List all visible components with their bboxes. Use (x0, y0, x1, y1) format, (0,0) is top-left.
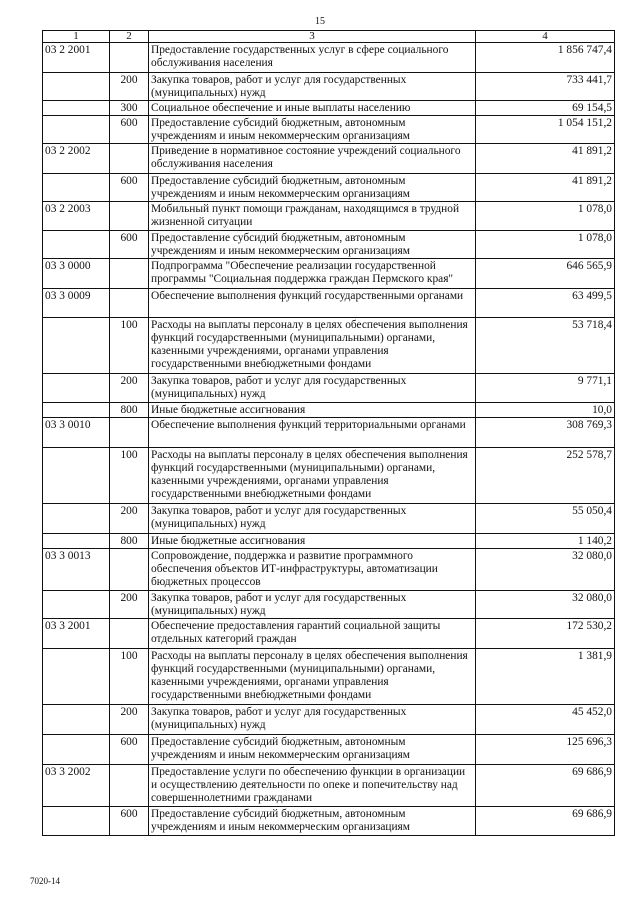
row-description: Мобильный пункт помощи гражданам, находящимся в трудной жизненной ситуации (149, 202, 476, 231)
table-row (43, 504, 615, 534)
row-description: Расходы на выплаты персоналу в целях обеспечения выполнения функций государственными (муниципальными) органами, казенными учреждениями, органами управления государственными внебюджетными фондами (149, 448, 476, 504)
row-description: Предоставление субсидий бюджетным, автономным учреждениям и иным некоммерческим организациям (149, 116, 476, 144)
table-row (43, 231, 615, 259)
row-code (43, 735, 110, 765)
row-description: Предоставление субсидий бюджетным, автономным учреждениям и иным некоммерческим организациям (149, 231, 476, 259)
table-row (43, 289, 615, 318)
row-amount: 9 771,1 (476, 374, 615, 403)
table-row (43, 174, 615, 202)
row-expense-type: 800 (110, 534, 149, 549)
table-row (43, 202, 615, 231)
row-expense-type: 600 (110, 735, 149, 765)
row-description: Закупка товаров, работ и услуг для государственных (муниципальных) нужд (149, 504, 476, 534)
row-code: 03 2 2001 (43, 43, 110, 73)
row-description: Предоставление субсидий бюджетным, автономным учреждениям и иным некоммерческим организациям (149, 807, 476, 836)
row-amount: 1 140,2 (476, 534, 615, 549)
row-description: Закупка товаров, работ и услуг для государственных (муниципальных) нужд (149, 374, 476, 403)
table-row (43, 73, 615, 101)
row-expense-type (110, 549, 149, 591)
table-header-row (43, 31, 615, 43)
row-expense-type: 600 (110, 807, 149, 836)
row-expense-type: 200 (110, 504, 149, 534)
row-description: Предоставление субсидий бюджетным, автономным учреждениям и иным некоммерческим организациям (149, 735, 476, 765)
row-code (43, 591, 110, 619)
row-expense-type (110, 43, 149, 73)
row-amount: 125 696,3 (476, 735, 615, 765)
row-amount: 53 718,4 (476, 318, 615, 374)
row-amount: 63 499,5 (476, 289, 615, 318)
row-description: Предоставление субсидий бюджетным, автономным учреждениям и иным некоммерческим организациям (149, 174, 476, 202)
table-row (43, 549, 615, 591)
row-code (43, 318, 110, 374)
row-code (43, 101, 110, 116)
row-expense-type (110, 259, 149, 289)
row-description: Обеспечение выполнения функций государственными органами (149, 289, 476, 318)
row-amount: 308 769,3 (476, 418, 615, 448)
page-number: 15 (315, 16, 325, 27)
row-description: Закупка товаров, работ и услуг для государственных (муниципальных) нужд (149, 705, 476, 735)
row-amount: 733 441,7 (476, 73, 615, 101)
row-code (43, 504, 110, 534)
row-description: Предоставление услуги по обеспечению функции в организации и осуществлению деятельности по опеке и попечительству над совершеннолетними гражданами (149, 765, 476, 807)
row-amount: 252 578,7 (476, 448, 615, 504)
row-description: Социальное обеспечение и иные выплаты населению (149, 101, 476, 116)
row-amount: 1 078,0 (476, 202, 615, 231)
row-code: 03 3 2002 (43, 765, 110, 807)
row-amount: 69 154,5 (476, 101, 615, 116)
row-expense-type (110, 765, 149, 807)
table-row (43, 259, 615, 289)
row-code (43, 534, 110, 549)
row-amount: 41 891,2 (476, 174, 615, 202)
row-description: Приведение в нормативное состояние учреждений социального обслуживания населения (149, 144, 476, 174)
row-code (43, 807, 110, 836)
row-expense-type: 200 (110, 705, 149, 735)
row-amount: 646 565,9 (476, 259, 615, 289)
row-amount: 55 050,4 (476, 504, 615, 534)
row-expense-type: 300 (110, 101, 149, 116)
header-col-2: 2 (110, 31, 149, 43)
table-row (43, 534, 615, 549)
row-expense-type: 600 (110, 231, 149, 259)
table-row (43, 374, 615, 403)
table-row (43, 807, 615, 836)
row-description: Подпрограмма "Обеспечение реализации государственной программы "Социальная поддержка граждан Пермского края" (149, 259, 476, 289)
row-expense-type (110, 619, 149, 649)
row-description: Предоставление государственных услуг в сфере социального обслуживания населения (149, 43, 476, 73)
row-expense-type: 200 (110, 374, 149, 403)
row-expense-type: 100 (110, 649, 149, 705)
row-expense-type: 600 (110, 116, 149, 144)
row-description: Обеспечение выполнения функций территориальными органами (149, 418, 476, 448)
row-code (43, 403, 110, 418)
row-code: 03 2 2003 (43, 202, 110, 231)
row-expense-type: 200 (110, 73, 149, 101)
row-code (43, 705, 110, 735)
row-description: Иные бюджетные ассигнования (149, 403, 476, 418)
table-row (43, 735, 615, 765)
row-amount: 69 686,9 (476, 765, 615, 807)
row-code: 03 3 0009 (43, 289, 110, 318)
header-col-4: 4 (476, 31, 615, 43)
row-code: 03 3 2001 (43, 619, 110, 649)
row-amount: 1 381,9 (476, 649, 615, 705)
header-col-1: 1 (43, 31, 110, 43)
row-description: Сопровождение, поддержка и развитие программного обеспечения объектов ИТ-инфраструктуры, автоматизации бюджетных процессов (149, 549, 476, 591)
row-description: Расходы на выплаты персоналу в целях обеспечения выполнения функций государственными (муниципальными) органами, казенными учреждениями, органами управления государственными внебюджетными фондами (149, 649, 476, 705)
row-expense-type (110, 202, 149, 231)
table-row (43, 765, 615, 807)
row-code (43, 116, 110, 144)
row-amount: 1 078,0 (476, 231, 615, 259)
row-code (43, 73, 110, 101)
row-code: 03 3 0010 (43, 418, 110, 448)
row-description: Расходы на выплаты персоналу в целях обеспечения выполнения функций государственными (муниципальными) органами, казенными учреждениями, органами управления государственными внебюджетными фондами (149, 318, 476, 374)
row-amount: 172 530,2 (476, 619, 615, 649)
table-row (43, 591, 615, 619)
table-row (43, 619, 615, 649)
table-row (43, 101, 615, 116)
row-code (43, 649, 110, 705)
table-row (43, 649, 615, 705)
row-description: Закупка товаров, работ и услуг для государственных (муниципальных) нужд (149, 591, 476, 619)
row-expense-type (110, 289, 149, 318)
table-row (43, 448, 615, 504)
row-expense-type (110, 418, 149, 448)
row-description: Обеспечение предоставления гарантий социальной защиты отдельных категорий граждан (149, 619, 476, 649)
row-code (43, 174, 110, 202)
row-code: 03 2 2002 (43, 144, 110, 174)
row-amount: 41 891,2 (476, 144, 615, 174)
row-expense-type: 200 (110, 591, 149, 619)
table-row (43, 144, 615, 174)
table-row (43, 403, 615, 418)
table-body (43, 43, 615, 836)
row-code (43, 231, 110, 259)
row-expense-type: 100 (110, 318, 149, 374)
table-row (43, 705, 615, 735)
row-code (43, 448, 110, 504)
row-expense-type: 600 (110, 174, 149, 202)
row-description: Иные бюджетные ассигнования (149, 534, 476, 549)
table-row (43, 318, 615, 374)
document-id: 7020-14 (30, 876, 60, 886)
table-row (43, 418, 615, 448)
row-amount: 32 080,0 (476, 549, 615, 591)
row-amount: 45 452,0 (476, 705, 615, 735)
header-col-3: 3 (149, 31, 476, 43)
table-row (43, 43, 615, 73)
row-amount: 1 856 747,4 (476, 43, 615, 73)
row-amount: 69 686,9 (476, 807, 615, 836)
row-amount: 1 054 151,2 (476, 116, 615, 144)
row-expense-type: 800 (110, 403, 149, 418)
budget-table (42, 30, 615, 836)
row-description: Закупка товаров, работ и услуг для государственных (муниципальных) нужд (149, 73, 476, 101)
row-amount: 10,0 (476, 403, 615, 418)
row-expense-type: 100 (110, 448, 149, 504)
row-code: 03 3 0000 (43, 259, 110, 289)
row-amount: 32 080,0 (476, 591, 615, 619)
row-code (43, 374, 110, 403)
row-code: 03 3 0013 (43, 549, 110, 591)
row-expense-type (110, 144, 149, 174)
table-row (43, 116, 615, 144)
